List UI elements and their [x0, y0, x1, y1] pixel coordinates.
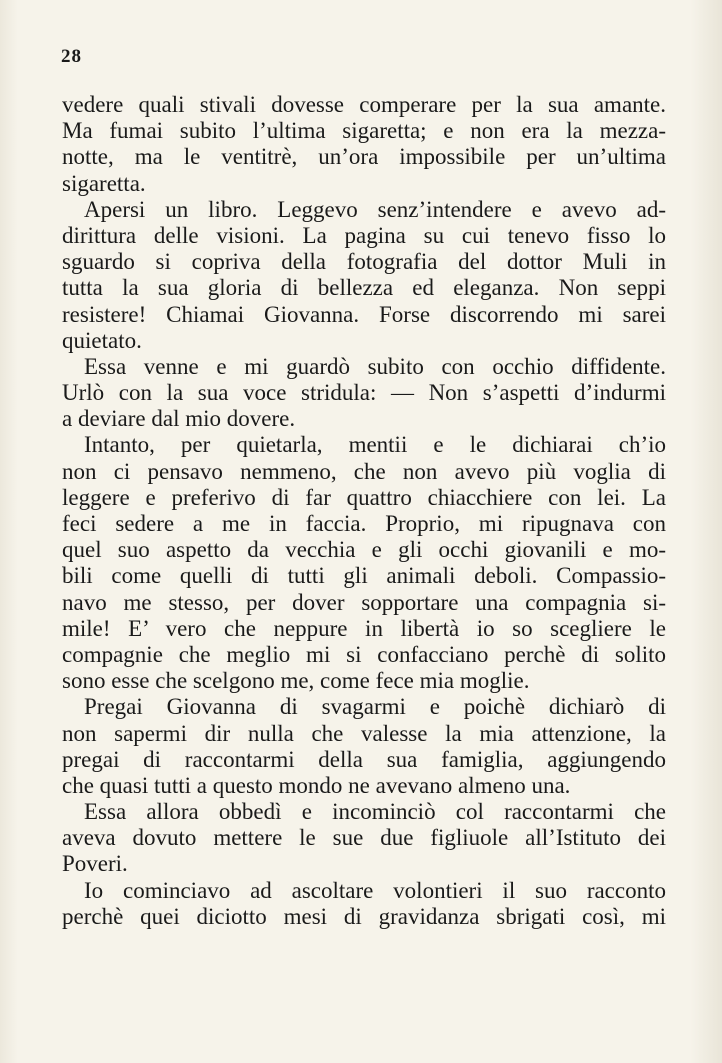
text-line: Essa venne e mi guardò subito con occhio diffidente. — [84, 353, 666, 379]
text-line: quietato. — [62, 327, 142, 353]
text-line: tutta la sua gloria di bellezza ed eleganza. Non seppi — [62, 275, 666, 301]
text-line: aveva dovuto mettere le sue due figliuole all’Istituto dei — [62, 825, 666, 851]
page-number: 28 — [61, 46, 82, 67]
text-line: non sapermi dir nulla che valesse la mia attenzione, la — [62, 720, 666, 746]
text-line: quel suo aspetto da vecchia e gli occhi giovanili e mo- — [62, 537, 666, 563]
text-line: compagnie che meglio mi si confacciano perchè di solito — [62, 641, 666, 667]
text-line: sigaretta. — [62, 170, 146, 196]
text-line: feci sedere a me in faccia. Proprio, mi ripugnava con — [62, 511, 666, 536]
text-line: Poveri. — [62, 851, 128, 877]
text-line: non ci pensavo nemmeno, che non avevo più voglia di — [62, 458, 666, 484]
text-line: vedere quali stivali dovesse comperare per la sua amante. — [62, 92, 666, 117]
body-text — [62, 92, 666, 930]
text-line: leggere e preferivo di far quattro chiacchiere con lei. La — [62, 484, 666, 510]
text-line: perchè quei diciotto mesi di gravidanza sbrigati così, mi — [62, 903, 666, 929]
text-line: sono esse che scelgono me, come fece mia moglie. — [62, 668, 530, 694]
text-line: Intanto, per quietarla, mentii e le dichiarai ch’io — [84, 432, 666, 458]
text-line: notte, ma le ventitrè, un’ora impossibile per un’ultima — [62, 144, 666, 170]
text-line: Io cominciavo ad ascoltare volontieri il suo racconto — [84, 877, 666, 903]
text-line: Apersi un libro. Leggevo senz’intendere e avevo ad- — [84, 196, 666, 222]
text-line: sguardo si copriva della fotografia del dottor Muli in — [62, 249, 666, 275]
text-line: pregai di raccontarmi della sua famiglia, aggiungendo — [62, 746, 666, 772]
text-line: Essa allora obbedì e incominciò col raccontarmi che — [84, 799, 666, 825]
text-line: a deviare dal mio dovere. — [62, 406, 296, 432]
text-line: Urlò con la sua voce stridula: — Non s’aspetti d’indurmi — [62, 380, 666, 406]
text-line: mile! E’ vero che neppure in libertà io so scegliere le — [62, 615, 666, 641]
text-line: Ma fumai subito l’ultima sigaretta; e non era la mezza- — [62, 118, 666, 144]
text-line: bili come quelli di tutti gli animali deboli. Compassio- — [62, 563, 666, 589]
text-line: resistere! Chiamai Giovanna. Forse discorrendo mi sarei — [62, 301, 666, 327]
text-line: Pregai Giovanna di svagarmi e poichè dichiarò di — [84, 694, 666, 720]
text-line: dirittura delle visioni. La pagina su cui tenevo fisso lo — [62, 222, 666, 248]
text-line: che quasi tutti a questo mondo ne avevano almeno una. — [62, 772, 571, 798]
text-line: navo me stesso, per dover sopportare una compagnia si- — [62, 589, 666, 615]
